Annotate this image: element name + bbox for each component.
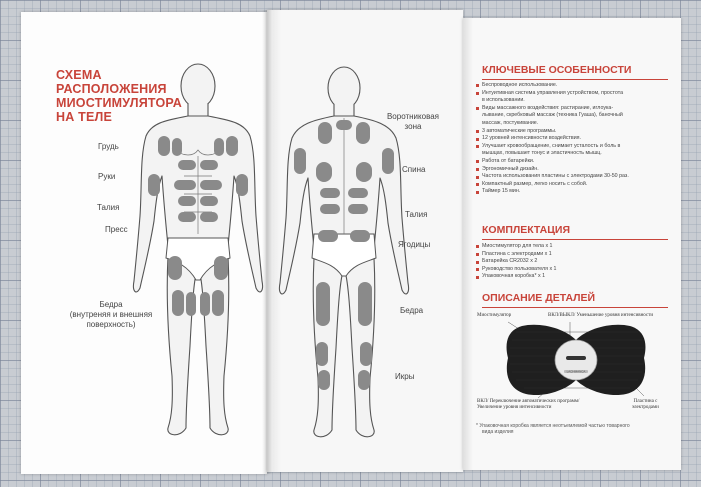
features-title: КЛЮЧЕВЫЕ ОСОБЕННОСТИ <box>482 64 632 76</box>
list-item: 3 автоматические программы. <box>476 128 672 136</box>
label-onoff: ВКЛ/ВЫКЛ/ Уменьшение уровня интенсивности <box>548 313 653 318</box>
footnote-line: вида изделия <box>482 429 514 435</box>
list-item: Беспроводное использование. <box>476 82 672 90</box>
list-item: Пластина с электродами х 1 <box>476 251 672 259</box>
features-list <box>476 82 672 196</box>
label-waist-front: Талия <box>97 203 120 212</box>
scheme-title-line: НА ТЕЛЕ <box>56 110 113 124</box>
label-program-line: ВКЛ/ Переключение автоматических программ/ <box>477 399 580 404</box>
label-abs: Пресс <box>105 225 128 234</box>
list-item: Компактный размер, легко носить с собой. <box>476 181 672 189</box>
list-item: Батарейка CR2032 х 2 <box>476 258 672 266</box>
list-item: в использовании. <box>482 97 525 104</box>
details-divider <box>482 307 668 308</box>
label-myostimulator: Миостимулятор <box>477 313 512 318</box>
footnote <box>476 423 672 435</box>
label-collar-line: зона <box>404 122 422 131</box>
package-list <box>476 243 672 281</box>
features-divider <box>482 79 668 80</box>
list-item: Эргономичный дизайн. <box>476 166 672 174</box>
footnote-line: * Упаковочная коробка является неотъемлемой частью товарного <box>476 423 630 429</box>
label-thighs-sub: поверхность) <box>86 320 136 329</box>
label-calves: Икры <box>395 372 415 381</box>
device-brand: LACHMANCA <box>566 369 586 374</box>
list-item: мышцах, повышает тонус и эластичность мышц. <box>482 150 602 157</box>
list-item: Руководство пользователя х 1 <box>476 266 672 274</box>
label-buttocks: Ягодицы <box>398 240 431 249</box>
package-title: КОМПЛЕКТАЦИЯ <box>482 224 571 236</box>
label-plate-line: электродами <box>632 405 659 410</box>
label-thighs-back: Бедра <box>400 306 424 315</box>
label-waist-back: Талия <box>405 210 428 219</box>
label-thighs-title: Бедра <box>99 300 123 309</box>
label-chest: Грудь <box>98 142 119 151</box>
device-illustration <box>478 318 674 402</box>
label-thighs-sub: (внутреняя и внешняя <box>69 310 153 319</box>
list-item: 12 уровней интенсивности воздействия. <box>476 135 672 143</box>
scheme-title-line: МИОСТИМУЛЯТОРА <box>56 96 183 110</box>
scheme-title-line: РАСПОЛОЖЕНИЯ <box>56 82 167 96</box>
label-plate-line: Пластина с <box>633 399 658 404</box>
list-item: Виды массажного воздействия: растирание, иглоука- <box>476 105 672 113</box>
label-program-line: Увеличение уровня интенсивности <box>477 405 552 410</box>
list-item: Улучшает кровообращение, снимает усталость и боль в <box>476 143 672 151</box>
list-item: Таймер 15 мин. <box>476 188 672 196</box>
label-back: Спина <box>402 165 426 174</box>
scheme-title-line: СХЕМА <box>56 68 102 82</box>
front-body-figure <box>128 56 268 448</box>
list-item: Упаковочная коробка* х 1 <box>476 273 672 281</box>
list-item: Работа от батарейки. <box>476 158 672 166</box>
label-collar <box>378 112 448 132</box>
details-title: ОПИСАНИЕ ДЕТАЛЕЙ <box>482 292 596 304</box>
list-item: Интуитивная система управления устройством, простота <box>476 90 672 98</box>
label-thighs-front <box>56 300 166 330</box>
list-item: лывание, скребковый массаж (техника Гуаша), баночный <box>482 112 623 119</box>
package-divider <box>482 239 668 240</box>
list-item: Частота использования пластины с электродами 30-50 раз. <box>476 173 672 181</box>
label-collar-line: Воротниковая <box>386 112 440 121</box>
label-arms: Руки <box>98 172 116 181</box>
list-item: массаж, постукивание. <box>482 119 539 126</box>
list-item: Миостимулятор для тела х 1 <box>476 243 672 251</box>
